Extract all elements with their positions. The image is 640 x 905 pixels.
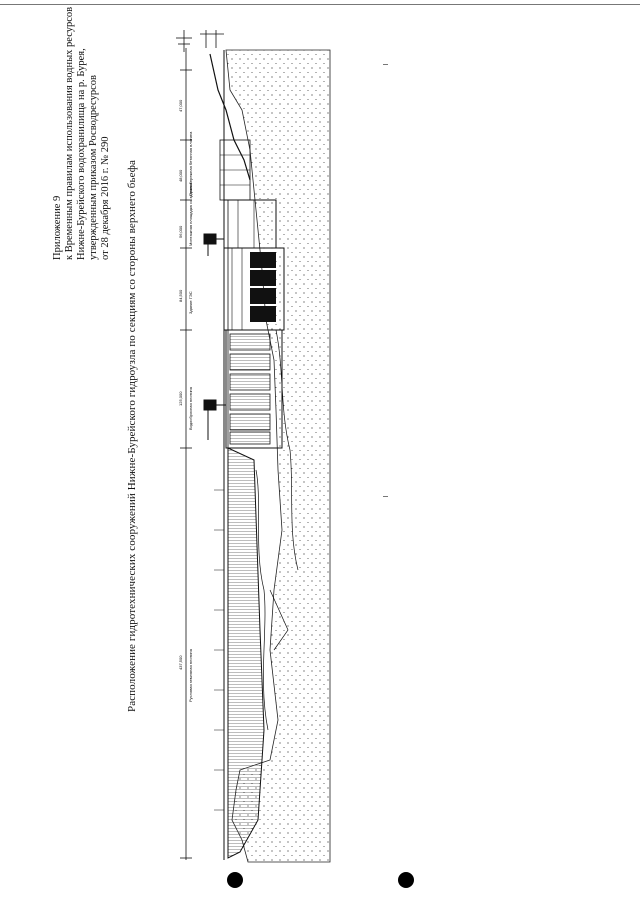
appendix-line: утвержденным приказом Росводресурсов [88,75,99,260]
section-length: 125,000 [178,391,183,406]
section-length: 48,000 [178,169,183,182]
section-length: 84,500 [178,289,183,302]
page-top-border [0,0,640,5]
section-name: Монтажная площадка со зданием [188,182,193,246]
appendix-line: Приложение 9 [52,195,63,260]
section-name: Водосбросная плотина [188,387,193,430]
powerhouse-lines [232,248,242,330]
drawing-title: Расположение гидротехнических сооружений Нижне-Бурейского гидроузла по секциям со стороны верхнего бьефа [126,160,138,712]
punch-hole-left [227,872,243,888]
section-length: 437,500 [178,655,183,670]
spillway-crane [204,400,226,440]
section-name: Здание ГЭС [188,291,193,314]
appendix-note [52,7,112,260]
transmission-tower [176,30,224,52]
section-length: 47,000 [178,99,183,112]
section-length: 56,000 [178,225,183,238]
gantry-crane [204,234,224,256]
spillway-bays [230,334,270,444]
section-name: Русловая земляная плотина [188,649,193,702]
earth-dam-ticks [214,490,224,810]
hydro-section-drawing [150,30,350,880]
section-drawing-svg [150,30,350,880]
punch-hole-right [398,872,414,888]
appendix-line: от 28 декабря 2016 г. № 290 [100,136,111,260]
scan-mark [383,496,388,497]
scan-mark [383,64,388,65]
appendix-line: Нижне-Бурейского водохранилища на р. Бурея, [76,48,87,260]
section-name: Правобережная бетонная плотина [188,131,193,196]
appendix-line: к Временным правилам использования водных ресурсов [64,6,75,260]
